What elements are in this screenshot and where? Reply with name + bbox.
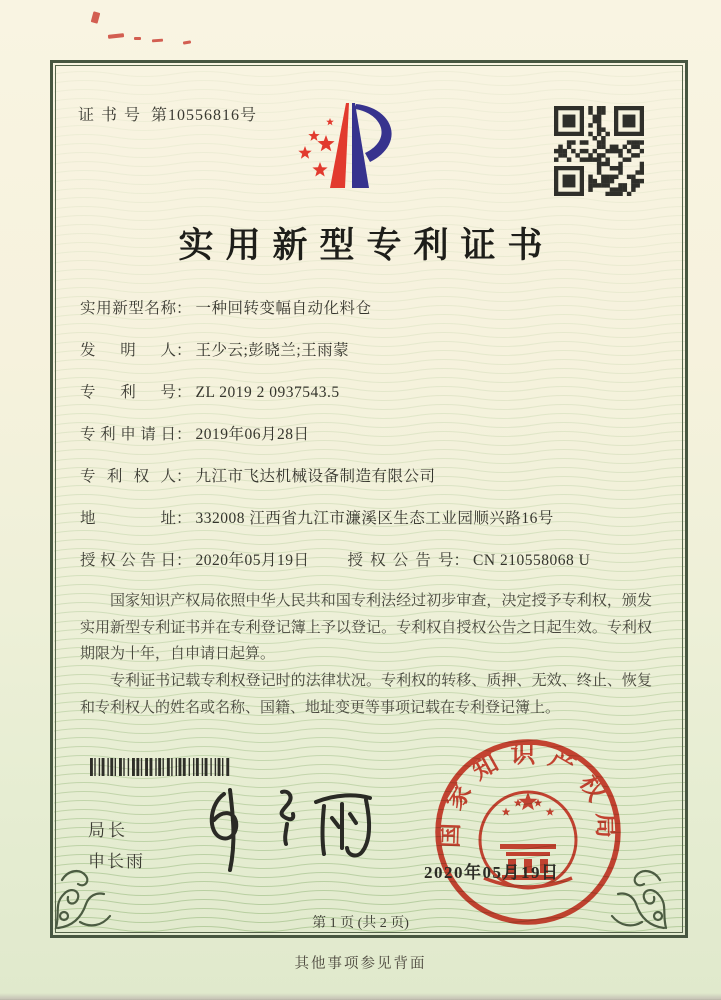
signature-stroke xyxy=(285,824,287,844)
body-paragraph-2: 专利证书记载专利权登记时的法律状况。专利权的转移、质押、无效、终止、恢复和专利权人的姓名或名称、国籍、地址变更等事项记载在专利登记簿上。 xyxy=(80,673,652,716)
grant-date-label: 授权公告日 xyxy=(80,552,176,569)
grant-no-value: CN 210558068 U xyxy=(473,552,591,569)
field-label: 地址 xyxy=(80,510,176,527)
signature-stroke xyxy=(282,792,294,820)
signature-icon xyxy=(190,780,380,880)
red-speck xyxy=(91,11,101,23)
field-row-address xyxy=(80,506,660,530)
field-label: 专利号 xyxy=(80,384,176,401)
page-number: 第 1 页 (共 2 页) xyxy=(312,916,409,931)
grant-no-label: 授权公告号 xyxy=(347,552,454,569)
seal-text: 国家知识产权局 xyxy=(436,741,620,850)
field-value: ZL 2019 2 0937543.5 xyxy=(195,384,340,401)
field-row-name xyxy=(80,296,660,320)
corner-flourish-icon xyxy=(52,858,116,932)
field-row-patent-no xyxy=(80,380,660,404)
seal-date: 2020年05月19日 xyxy=(424,863,560,882)
flourish-curl xyxy=(80,916,110,925)
field-value: 一种回转变幅自动化料仓 xyxy=(195,300,372,317)
field-colon: ： xyxy=(176,384,192,401)
emblem-gate xyxy=(500,844,556,849)
field-value: 2019年06月28日 xyxy=(195,426,310,443)
field-colon: ： xyxy=(176,468,192,485)
back-note: 其他事项参见背面 xyxy=(294,956,427,972)
certificate-number-label: 证书号 xyxy=(78,107,148,124)
certificate-title: 实用新型专利证书 xyxy=(178,226,555,265)
scan-edge xyxy=(0,993,721,1000)
director-name: 申长雨 xyxy=(88,852,145,871)
field-row-grant xyxy=(80,548,660,572)
flourish-curl xyxy=(612,916,642,925)
flourish-curl xyxy=(62,871,87,885)
grant-date-value: 2020年05月19日 xyxy=(195,552,310,569)
body-paragraph-1: 国家知识产权局依照中华人民共和国专利法经过初步审查，决定授予专利权，颁发实用新型专利证书并在专利登记簿上予以登记。专利权自授权公告之日起生效。专利权期限为十年，自申请日起算。 xyxy=(80,593,652,663)
flourish-dot xyxy=(654,912,662,920)
red-speck xyxy=(152,39,163,43)
seal-ring xyxy=(438,742,618,922)
field-colon: ： xyxy=(176,342,192,359)
emblem-gate xyxy=(506,852,550,856)
logo-stars xyxy=(298,118,334,177)
corner-flourish-icon xyxy=(606,858,670,932)
field-label: 专利申请日 xyxy=(80,426,176,443)
field-colon: ： xyxy=(176,552,192,569)
field-row-filing-date xyxy=(80,422,660,446)
field-label: 发明人 xyxy=(80,342,176,359)
certificate-number xyxy=(78,102,257,125)
field-colon: ： xyxy=(453,552,470,569)
qr-code-icon xyxy=(554,106,644,196)
cnipa-logo-icon xyxy=(268,96,452,210)
field-value: 九江市飞达机械设备制造有限公司 xyxy=(195,468,436,485)
logo-blue-wedge xyxy=(352,103,369,188)
certificate-fields xyxy=(80,296,660,590)
field-row-inventors xyxy=(80,338,660,362)
field-colon: ： xyxy=(176,300,192,317)
red-speck xyxy=(108,33,124,39)
signature-stroke xyxy=(323,806,325,854)
barcode-icon xyxy=(90,758,276,776)
signature-stroke xyxy=(316,795,370,802)
field-value: 332008 江西省九江市濂溪区生态工业园顺兴路16号 xyxy=(195,510,554,527)
field-row-patentee xyxy=(80,464,660,488)
certificate-number-value: 第10556816号 xyxy=(151,107,258,124)
signature-stroke xyxy=(230,790,233,870)
logo-red-wedge xyxy=(330,103,349,188)
field-value: 王少云;彭晓兰;王雨蒙 xyxy=(195,342,350,359)
official-seal-icon xyxy=(428,732,628,932)
field-colon: ： xyxy=(176,510,192,527)
grant-no-pair xyxy=(348,548,591,570)
signature-stroke xyxy=(347,800,369,855)
red-speck xyxy=(183,40,191,44)
flourish-curl xyxy=(635,871,660,885)
certificate-body xyxy=(80,588,652,721)
field-label: 实用新型名称 xyxy=(80,300,176,317)
field-colon: ： xyxy=(176,426,192,443)
field-label: 专利权人 xyxy=(80,468,176,485)
flourish-dot xyxy=(60,912,68,920)
director-title: 局长 xyxy=(88,821,128,840)
red-speck xyxy=(134,37,141,40)
